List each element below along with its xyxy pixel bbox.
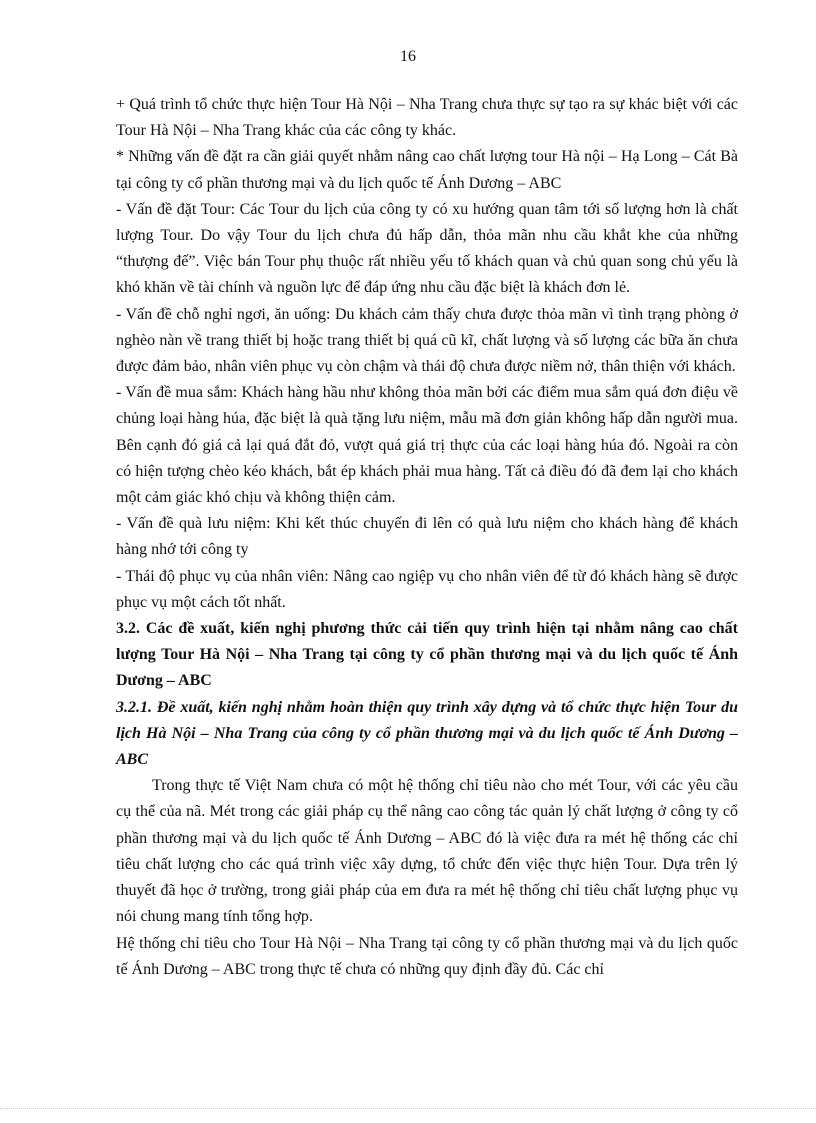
page-number: 16 <box>400 48 416 65</box>
paragraph-accommodation: - Vấn đề chỗ nghỉ ngơi, ăn uống: Du khách cảm thấy chưa được thỏa mãn vì tình trạng phòng ở nghèo nàn về trang thiết bị hoặc trang thiết bị quá cũ kĩ, chất lượng và số lượng các bữa ăn chưa được đảm bảo, nhân viên phục vụ còn chậm và thái độ chưa được niềm nở, thân thiện với khách. <box>116 305 738 376</box>
paragraph-shopping: - Vấn đề mua sắm: Khách hàng hầu như không thỏa mãn bởi các điểm mua sắm quá đơn điệu về chủng loại hàng húa, đặc biệt là quà tặng lưu niệm, mẫu mã đơn giản không hấp dẫn người mua. Bên cạnh đó giá cả lại quá đắt đỏ, vượt quá giá trị thực của các loại hàng húa đó. Ngoài ra còn có hiện tượng chèo kéo khách, bắt ép khách phải mua hàng. Tất cả điều đó đã đem lại cho khách một cảm giác khó chịu và không thiện cảm. <box>116 384 738 507</box>
subsection-heading-3-2-1: 3.2.1. Đề xuất, kiến nghị nhằm hoàn thiện quy trình xây dựng và tổ chức thực hiện Tour du lịch Hà Nội – Nha Trang của công ty cổ phần thương mại và du lịch quốc tế Ánh Dương – ABC <box>116 698 738 769</box>
paragraph-tour-booking: - Vấn đề đặt Tour: Các Tour du lịch của công ty có xu hướng quan tâm tới số lượng hơn là chất lượng Tour. Do vậy Tour du lịch chưa đủ hấp dẫn, thỏa mãn nhu cầu khắt khe của những “thượng đế”. Việc bán Tour phụ thuộc rất nhiều yếu tố khách quan và chủ quan song chủ yếu là khó khăn về tài chính và nguồn lực để đáp ứng nhu cầu đặc biệt là khách đơn lẻ. <box>116 200 738 297</box>
paragraph-indicator-system: Hệ thống chỉ tiêu cho Tour Hà Nội – Nha Trang tại công ty cổ phần thương mại và du lịch quốc tế Ánh Dương – ABC trong thực tế chưa có những quy định đầy đủ. Các chỉ <box>116 934 738 978</box>
page-bottom-divider <box>0 1108 816 1109</box>
paragraph-staff-attitude: - Thái độ phục vụ của nhân viên: Nâng cao ngiệp vụ cho nhân viên để từ đó khách hàng sẽ được phục vụ một cách tốt nhất. <box>116 567 738 611</box>
paragraph-issues-heading: * Những vấn đề đặt ra cần giải quyết nhằm nâng cao chất lượng tour Hà nội – Hạ Long – Cát Bà tại công ty cổ phần thương mại và du lịch quốc tế Ánh Dương – ABC <box>116 148 738 192</box>
paragraph-quality-indicators: Trong thực tế Việt Nam chưa có một hệ thống chỉ tiêu nào cho mét Tour, với các yêu cầu cụ thể của nã. Mét trong các giải pháp cụ thể nâng cao công tác quản lý chất lượng ở công ty cổ phần thương mại và du lịch quốc tế Ánh Dương – ABC đó là việc đưa ra mét hệ thống các chỉ tiêu chất lượng cho các quá trình việc xây dựng, tổ chức đến việc thực hiện Tour. Dựa trên lý thuyết đã học ở trường, trong giải pháp của em đưa ra mét hệ thống chỉ tiêu chất lượng phục vụ nói chung mang tính tổng hợp. <box>116 777 738 926</box>
paragraph-souvenirs: - Vấn đề quà lưu niệm: Khi kết thúc chuyến đi lên có quà lưu niệm cho khách hàng để khách hàng nhớ tới công ty <box>116 515 738 559</box>
page-body <box>116 92 738 983</box>
section-heading-3-2: 3.2. Các đề xuất, kiến nghị phương thức cải tiến quy trình hiện tại nhằm nâng cao chất lượng Tour Hà Nội – Nha Trang tại công ty cổ phần thương mại và du lịch quốc tế Ánh Dương – ABC <box>116 620 738 690</box>
paragraph-tour-difference: + Quá trình tổ chức thực hiện Tour Hà Nội – Nha Trang chưa thực sự tạo ra sự khác biệt với các Tour Hà Nội – Nha Trang khác của các công ty khác. <box>116 96 738 140</box>
